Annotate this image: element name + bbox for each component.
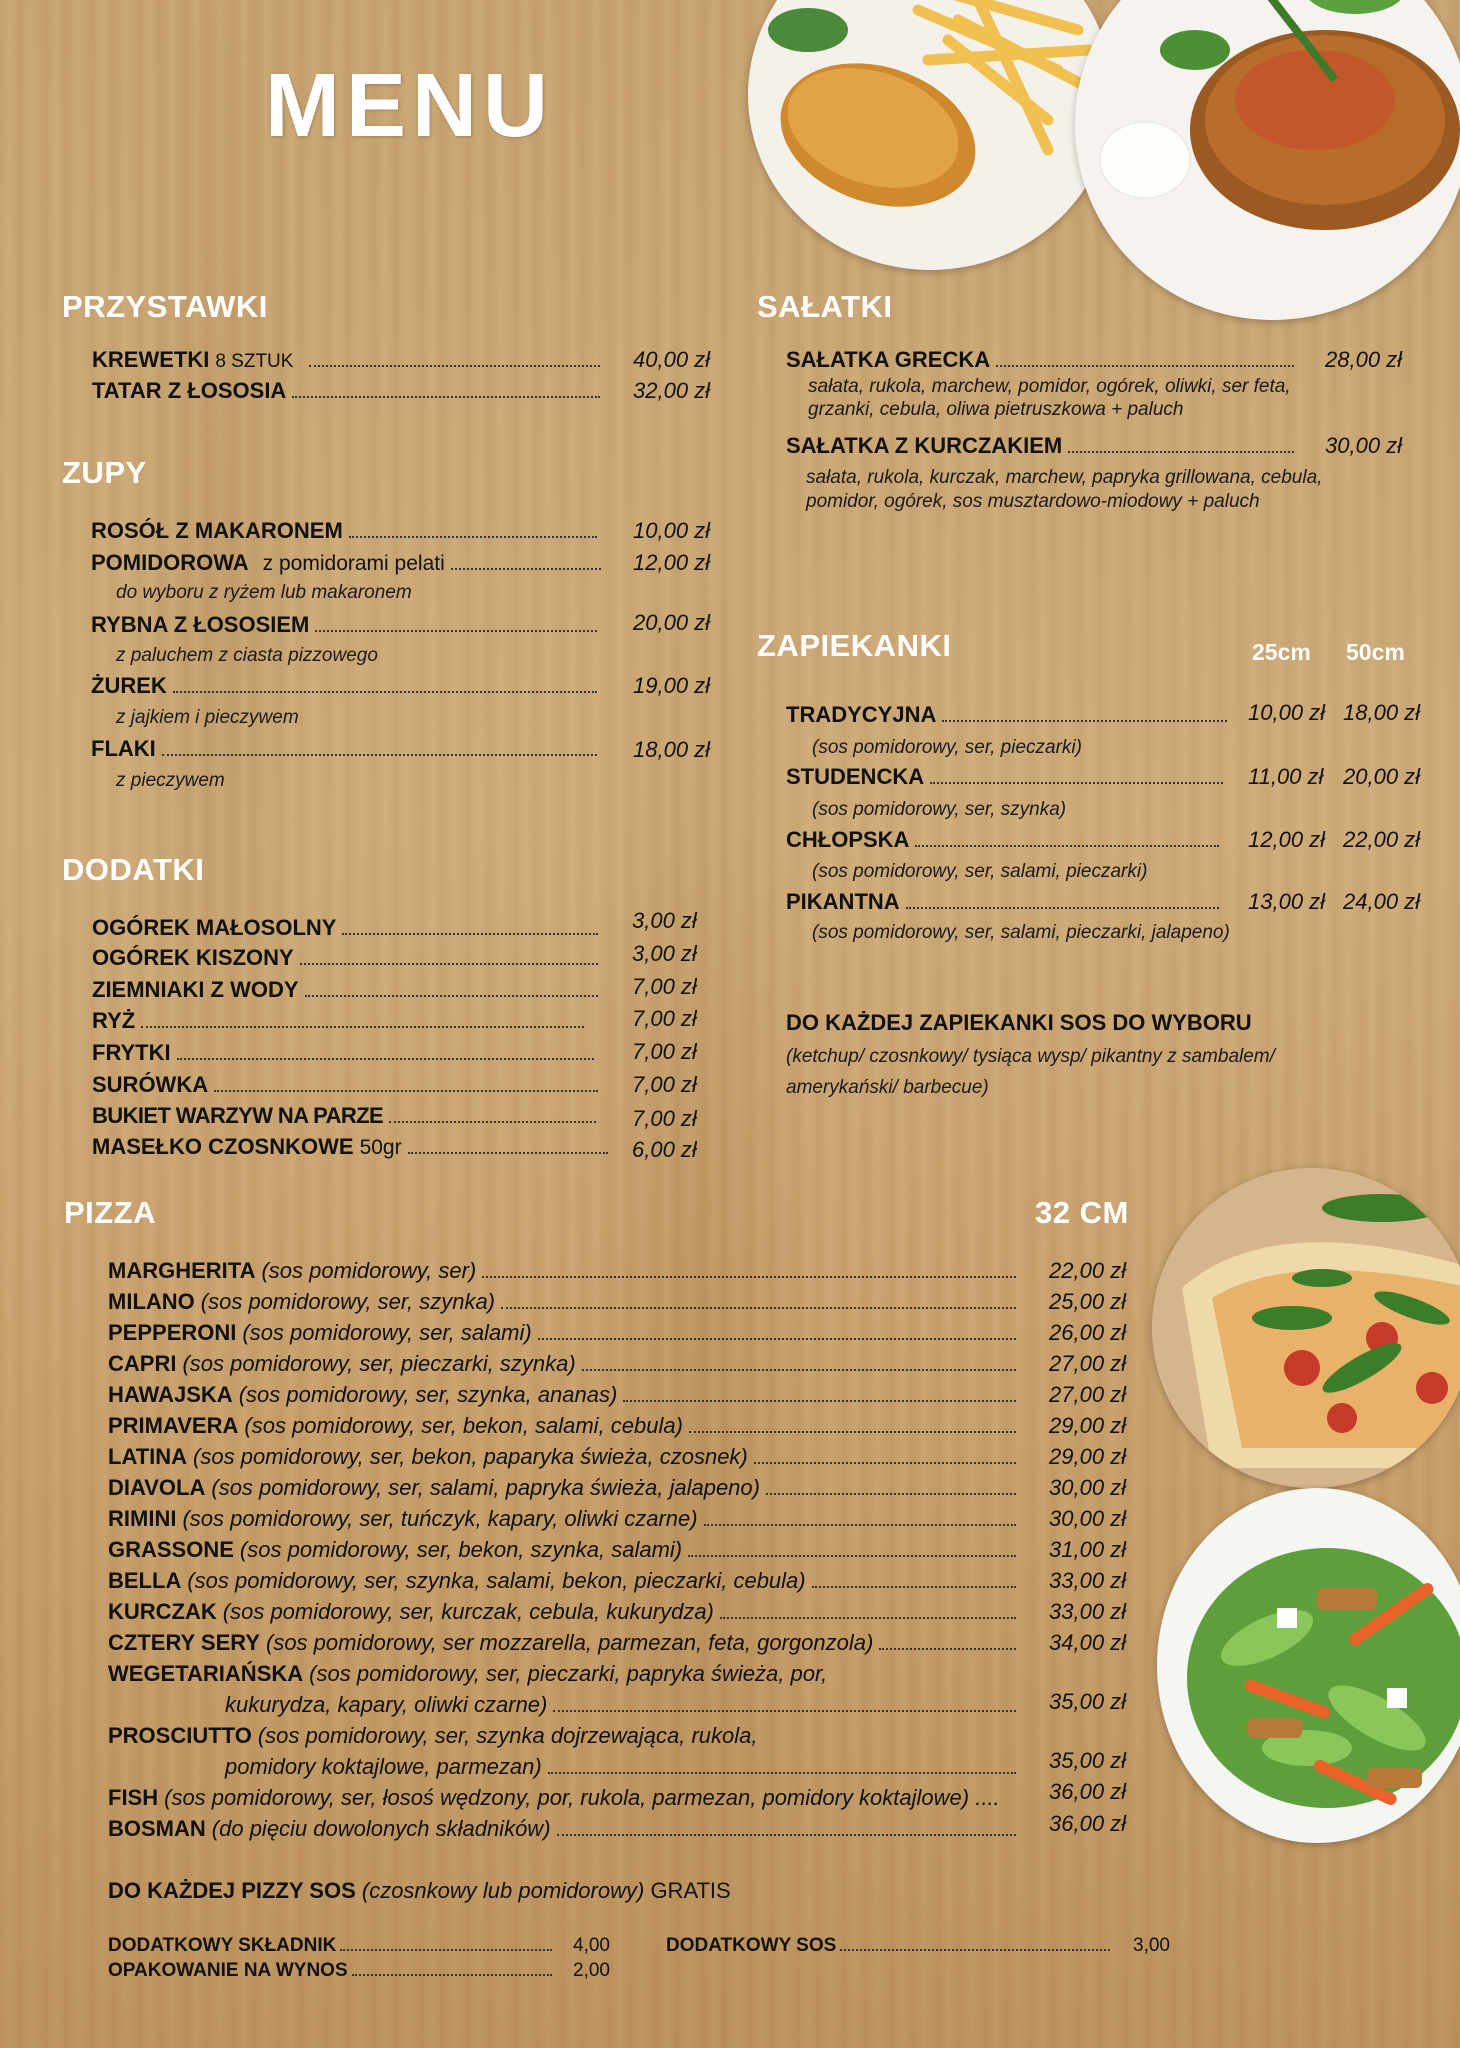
section-title-zapiekanki: ZAPIEKANKI [757, 628, 952, 663]
menu-item-ziemniaki [92, 977, 602, 1003]
item-name: TATAR Z ŁOSOSIA [92, 378, 287, 403]
item-description: do wyboru z ryżem lub makaronem [116, 582, 412, 603]
dot-leader [342, 933, 598, 935]
dot-leader [582, 1369, 1016, 1371]
item-price: 7,00 zł [632, 1039, 697, 1064]
dot-leader [906, 907, 1219, 909]
item-name: BUKIET WARZYW NA PARZE [92, 1103, 384, 1128]
item-price: 30,00 zł [1325, 433, 1403, 458]
menu-item-pomidorowa [91, 550, 605, 576]
pizza-item-margherita [108, 1258, 1020, 1284]
item-description: (sos pomidorowy, ser, salami) [242, 1320, 532, 1345]
item-name: CZTERY SERY [108, 1630, 260, 1655]
pizza-item-grassone [108, 1537, 1020, 1563]
item-price: 27,00 zł [1049, 1382, 1127, 1407]
dot-leader [501, 1307, 1016, 1309]
item-name: LATINA [108, 1444, 188, 1469]
item-description: (sos pomidorowy, ser, pieczarki, papryka świeża, por, [309, 1661, 828, 1686]
pizza-item-milano [108, 1289, 1020, 1315]
item-description: (sos pomidorowy, ser, szynka) [200, 1289, 496, 1314]
item-description: (sos pomidorowy, ser, szynka, salami, bekon, pieczarki, cebula) [187, 1568, 806, 1593]
item-price: 33,00 zł [1049, 1599, 1127, 1624]
pizza-item-prosciutto [108, 1723, 1020, 1749]
zapiekanki-sauce-options: amerykański/ barbecue) [786, 1077, 989, 1098]
item-description: (sos pomidorowy, ser, bekon, szynka, salami) [239, 1537, 683, 1562]
item-name: FLAKI [91, 736, 156, 761]
dot-leader [173, 691, 597, 693]
menu-item-pikantna [786, 889, 1223, 915]
price-25cm: 10,00 zł [1248, 700, 1326, 725]
pizza-sauce-note [108, 1878, 731, 1904]
pizza-item-primavera [108, 1413, 1020, 1439]
item-name: HAWAJSKA [108, 1382, 233, 1407]
pizza-sauce-options: (czosnkowy lub pomidorowy) [361, 1878, 645, 1903]
item-price: 33,00 zł [1049, 1568, 1127, 1593]
pizza-item-cztery-sery [108, 1630, 1020, 1656]
item-name: SAŁATKA Z KURCZAKIEM [786, 433, 1063, 458]
section-title-salatki: SAŁATKI [757, 289, 893, 324]
extra-item-skladnik [108, 1935, 556, 1957]
item-price: 29,00 zł [1049, 1444, 1127, 1469]
pizza-photo [1152, 1168, 1460, 1488]
item-name: ŻUREK [91, 673, 167, 698]
item-price: 27,00 zł [1049, 1351, 1127, 1376]
dot-leader [315, 630, 597, 632]
pizza-item-kurczak [108, 1599, 1020, 1625]
item-description: (sos pomidorowy, ser, tuńczyk, kapary, oliwki czarne) [182, 1506, 698, 1531]
dot-leader [812, 1586, 1016, 1588]
item-description: (sos pomidorowy, ser, salami, pieczarki, jalapeno) [812, 922, 1230, 943]
section-title-dodatki: DODATKI [62, 852, 205, 887]
item-description: (sos pomidorowy, ser, kurczak, cebula, kukurydza) [222, 1599, 714, 1624]
item-description: (do pięciu dowolonych składników) [211, 1816, 551, 1841]
chicken-fries-photo [748, 0, 1113, 270]
salad-photo [1157, 1488, 1460, 1843]
dot-leader [623, 1400, 1016, 1402]
dot-leader [704, 1524, 1016, 1526]
dot-leader [720, 1617, 1016, 1619]
pizza-item-latina [108, 1444, 1020, 1470]
item-price: 3,00 [1133, 1935, 1170, 1956]
item-name: WEGETARIAŃSKA [108, 1661, 304, 1686]
item-price: 32,00 zł [633, 378, 711, 403]
price-50cm: 20,00 zł [1343, 764, 1421, 789]
pizza-sauce-label: DO KAŻDEJ PIZZY SOS [108, 1878, 356, 1903]
dot-leader [352, 1974, 552, 1976]
pizza-item-diavola [108, 1475, 1020, 1501]
dot-leader [482, 1276, 1016, 1278]
item-price: 36,00 zł [1049, 1811, 1127, 1836]
item-price: 29,00 zł [1049, 1413, 1127, 1438]
price-50cm: 22,00 zł [1343, 827, 1421, 852]
cutlet-photo [1075, 0, 1460, 320]
item-price: 19,00 zł [633, 673, 711, 698]
menu-item-rosol [91, 518, 601, 544]
item-description: sałata, rukola, marchew, pomidor, ogórek, oliwki, ser feta, [808, 376, 1291, 397]
menu-item-zurek [91, 673, 601, 699]
item-description: sałata, rukola, kurczak, marchew, papryka grillowana, cebula, [806, 467, 1323, 488]
pizza-item-pepperoni [108, 1320, 1020, 1346]
item-description: pomidory koktajlowe, parmezan) [225, 1754, 542, 1779]
item-price: 7,00 zł [632, 974, 697, 999]
item-price: 7,00 zł [632, 1072, 697, 1097]
dot-leader [340, 1949, 552, 1951]
menu-item-studencka [786, 764, 1227, 790]
dot-leader [766, 1493, 1016, 1495]
item-price: 31,00 zł [1049, 1537, 1127, 1562]
price-25cm: 13,00 zł [1248, 889, 1326, 914]
item-description: pomidor, ogórek, sos musztardowo-miodowy + paluch [806, 491, 1260, 512]
item-qty: 50gr [359, 1136, 402, 1159]
dot-leader [349, 536, 597, 538]
item-description: (sos pomidorowy, ser, szynka dojrzewająca, rukola, [257, 1723, 758, 1748]
item-price: 30,00 zł [1049, 1506, 1127, 1531]
item-name: MARGHERITA [108, 1258, 256, 1283]
dot-leader [292, 396, 600, 398]
item-name: GRASSONE [108, 1537, 234, 1562]
item-qty: 8 SZTUK [215, 351, 294, 372]
item-price: 20,00 zł [633, 610, 711, 635]
item-description: (sos pomidorowy, ser, salami, papryka świeża, jalapeno) [211, 1475, 760, 1500]
dot-leader [915, 845, 1219, 847]
item-name: PIKANTNA [786, 889, 900, 914]
item-price: 3,00 zł [632, 941, 697, 966]
item-name: TRADYCYJNA [786, 702, 937, 727]
item-description: z pieczywem [116, 770, 225, 791]
size-25cm-header: 25cm [1252, 639, 1311, 665]
dot-leader [141, 1026, 584, 1028]
item-name: RYŻ [92, 1008, 136, 1033]
dot-leader [305, 995, 598, 997]
item-name: DIAVOLA [108, 1475, 206, 1500]
item-price: 40,00 zł [633, 347, 711, 372]
dot-leader [557, 1834, 1016, 1836]
item-description: (sos pomidorowy, ser, szynka) [812, 799, 1067, 820]
item-description: (sos pomidorowy, ser, bekon, paparyka świeża, czosnek) [193, 1444, 748, 1469]
zapiekanki-sauce-options: (ketchup/ czosnkowy/ tysiąca wysp/ pikantny z sambalem/ [786, 1046, 1275, 1067]
item-name: KURCZAK [108, 1599, 217, 1624]
menu-item-surowka [92, 1072, 602, 1098]
item-name: RYBNA Z ŁOSOSIEM [91, 612, 310, 637]
menu-item-krewetki [92, 347, 604, 373]
item-description: kukurydza, kapary, oliwki czarne) [225, 1692, 548, 1717]
item-description: (sos pomidorowy, ser mozzarella, parmezan, feta, gorgonzola) [266, 1630, 874, 1655]
dot-leader [996, 365, 1294, 367]
dot-leader [389, 1121, 596, 1123]
item-description: (sos pomidorowy, ser, łosoś wędzony, por, rukola, parmezan, pomidory koktajlowe) .... [164, 1785, 1000, 1810]
pizza-size-header: 32 CM [1035, 1195, 1129, 1230]
item-note: z pomidorami pelati [262, 552, 445, 575]
item-price: 36,00 zł [1049, 1779, 1127, 1804]
item-name: RIMINI [108, 1506, 177, 1531]
item-name: CAPRI [108, 1351, 177, 1376]
menu-item-tatar [92, 378, 604, 404]
dot-leader [879, 1648, 1016, 1650]
item-price: 12,00 zł [633, 550, 711, 575]
item-name: KREWETKI [92, 347, 210, 372]
item-price: 3,00 zł [632, 908, 697, 933]
dot-leader [1068, 451, 1294, 453]
dot-leader [553, 1710, 1016, 1712]
item-name: SAŁATKA GRECKA [786, 347, 991, 372]
menu-item-ogorek-malosolny [92, 915, 602, 941]
menu-title: MENU [265, 56, 554, 156]
menu-item-tradycyjna [786, 702, 1231, 728]
item-name: CHŁOPSKA [786, 827, 910, 852]
menu-item-maselko [92, 1134, 612, 1160]
pizza-item-wegetarianska [108, 1661, 1020, 1687]
dot-leader [300, 963, 598, 965]
item-price: 2,00 [573, 1960, 610, 1981]
dot-leader [688, 1555, 1016, 1557]
pizza-item-rimini [108, 1506, 1020, 1532]
item-description: grzanki, cebula, oliwa pietruszkowa + paluch [808, 399, 1184, 420]
item-description: (sos pomidorowy, ser, bekon, salami, cebula) [244, 1413, 683, 1438]
menu-item-frytki [92, 1040, 598, 1066]
menu-item-bukiet-warzyw [92, 1103, 600, 1129]
item-price: 26,00 zł [1049, 1320, 1127, 1345]
dot-leader [930, 782, 1223, 784]
extra-item-opakowanie [108, 1960, 556, 1982]
pizza-item-capri [108, 1351, 1020, 1377]
extra-item-sos [666, 1935, 1114, 1957]
dot-leader [177, 1058, 594, 1060]
dot-leader [942, 720, 1227, 722]
pizza-sauce-free: GRATIS [650, 1878, 731, 1903]
item-name: FISH [108, 1785, 159, 1810]
menu-item-salatka-kurczak [786, 433, 1298, 459]
dot-leader [162, 754, 597, 756]
item-name: BOSMAN [108, 1816, 206, 1841]
price-25cm: 11,00 zł [1248, 764, 1324, 789]
dot-leader [408, 1152, 608, 1154]
dot-leader [840, 1949, 1110, 1951]
menu-item-chlopska [786, 827, 1223, 853]
item-price: 4,00 [573, 1935, 610, 1956]
pizza-item-hawajska [108, 1382, 1020, 1408]
pizza-item-fish [108, 1785, 1020, 1811]
item-name: SURÓWKA [92, 1072, 209, 1097]
section-title-pizza: PIZZA [64, 1195, 157, 1230]
item-description: z paluchem z ciasta pizzowego [116, 645, 378, 666]
item-price: 30,00 zł [1049, 1475, 1127, 1500]
item-name: POMIDOROWA [91, 550, 249, 575]
pizza-item-bella [108, 1568, 1020, 1594]
item-name: OGÓREK MAŁOSOLNY [92, 915, 337, 940]
item-description: (sos pomidorowy, ser, pieczarki) [812, 737, 1082, 758]
item-name: DODATKOWY SKŁADNIK [108, 1935, 337, 1956]
item-name: ROSÓŁ Z MAKARONEM [91, 518, 343, 543]
dot-leader [754, 1462, 1016, 1464]
item-name: PROSCIUTTO [108, 1723, 252, 1748]
section-title-przystawki: PRZYSTAWKI [62, 289, 268, 324]
item-name: PEPPERONI [108, 1320, 237, 1345]
menu-item-salatka-grecka [786, 347, 1298, 373]
item-price: 34,00 zł [1049, 1630, 1127, 1655]
menu-item-ogorek-kiszony [92, 945, 602, 971]
pizza-item-bosman [108, 1816, 1020, 1842]
item-description: (sos pomidorowy, ser, pieczarki, szynka) [182, 1351, 576, 1376]
item-name: OGÓREK KISZONY [92, 945, 294, 970]
item-name: FRYTKI [92, 1040, 171, 1065]
item-price: 28,00 zł [1325, 347, 1403, 372]
item-description: (sos pomidorowy, ser) [261, 1258, 477, 1283]
item-name: PRIMAVERA [108, 1413, 239, 1438]
item-name: ZIEMNIAKI Z WODY [92, 977, 299, 1002]
item-description: z jajkiem i pieczywem [116, 707, 299, 728]
item-description: (sos pomidorowy, ser, szynka, ananas) [238, 1382, 618, 1407]
item-price: 18,00 zł [633, 737, 711, 762]
dot-leader [538, 1338, 1016, 1340]
price-50cm: 24,00 zł [1343, 889, 1421, 914]
dot-leader [451, 568, 601, 570]
pizza-item-prosciutto-cont [225, 1754, 1020, 1780]
item-price: 25,00 zł [1049, 1289, 1127, 1314]
item-name: STUDENCKA [786, 764, 925, 789]
item-price: 6,00 zł [632, 1137, 697, 1162]
price-25cm: 12,00 zł [1248, 827, 1326, 852]
item-name: BELLA [108, 1568, 182, 1593]
item-name: OPAKOWANIE NA WYNOS [108, 1960, 348, 1981]
item-price: 35,00 zł [1049, 1689, 1127, 1714]
menu-item-rybna [91, 612, 601, 638]
dot-leader [548, 1772, 1016, 1774]
menu-item-flaki [91, 736, 601, 762]
zapiekanki-sauce-title: DO KAŻDEJ ZAPIEKANKI SOS DO WYBORU [786, 1010, 1252, 1035]
item-name: MASEŁKO CZOSNKOWE [92, 1134, 354, 1159]
dot-leader [689, 1431, 1016, 1433]
item-price: 22,00 zł [1049, 1258, 1127, 1283]
dot-leader [214, 1090, 598, 1092]
dot-leader [309, 365, 600, 367]
item-description: (sos pomidorowy, ser, salami, pieczarki) [812, 861, 1148, 882]
item-name: MILANO [108, 1289, 195, 1314]
item-name: DODATKOWY SOS [666, 1935, 837, 1956]
menu-item-ryz [92, 1008, 588, 1034]
pizza-item-wegetarianska-cont [225, 1692, 1020, 1718]
item-price: 7,00 zł [632, 1106, 697, 1131]
size-50cm-header: 50cm [1346, 639, 1405, 665]
item-price: 10,00 zł [633, 518, 711, 543]
item-price: 7,00 zł [632, 1006, 697, 1031]
item-price: 35,00 zł [1049, 1748, 1127, 1773]
price-50cm: 18,00 zł [1343, 700, 1421, 725]
section-title-zupy: ZUPY [62, 455, 147, 490]
